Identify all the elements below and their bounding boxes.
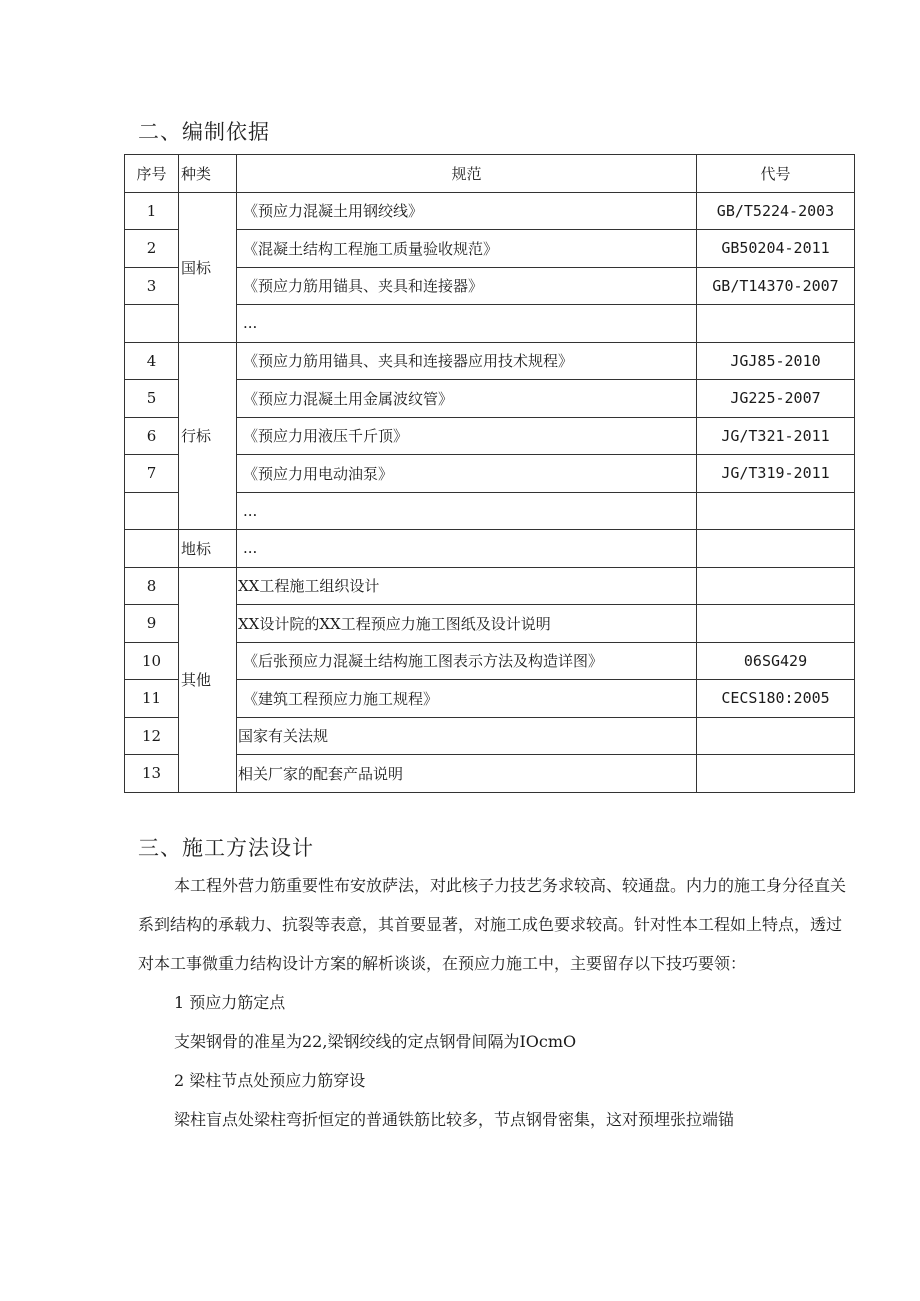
row-standard: 《预应力混凝土用金属波纹管》 [237,380,697,418]
category-industry: 行标 [179,342,237,530]
row-code [697,717,855,755]
row-standard: ... [237,305,697,343]
category-national: 国标 [179,192,237,342]
table-row [125,342,855,380]
row-code: 06SG429 [697,642,855,680]
row-code: JG/T319-2011 [697,455,855,493]
row-standard: 《预应力混凝土用钢绞线》 [237,192,697,230]
row-code: JG225-2007 [697,380,855,418]
category-local: 地标 [179,530,237,568]
row-code: GB50204-2011 [697,230,855,268]
row-num: 1 [125,192,179,230]
row-code: JGJ85-2010 [697,342,855,380]
row-num: 11 [125,680,179,718]
header-category: 种类 [179,155,237,193]
item2-title: 2 梁柱节点处预应力筋穿设 [174,1071,366,1090]
row-code: CECS180:2005 [697,680,855,718]
item1-title: 1 预应力筋定点 [174,993,286,1012]
row-num: 12 [125,717,179,755]
row-standard: 《预应力用液压千斤顶》 [237,417,697,455]
row-num [125,530,179,568]
row-standard: 《预应力筋用锚具、夹具和连接器应用技术规程》 [237,342,697,380]
row-num: 13 [125,755,179,793]
row-code [697,605,855,643]
table-row [125,192,855,230]
row-standard: 《建筑工程预应力施工规程》 [237,680,697,718]
row-standard: XX工程施工组织设计 [237,567,697,605]
category-other: 其他 [179,567,237,792]
row-standard: 《混凝土结构工程施工质量验收规范》 [237,230,697,268]
section-heading-method: 三、施工方法设计 [138,836,314,860]
row-num: 9 [125,605,179,643]
row-code [697,567,855,605]
row-num: 4 [125,342,179,380]
row-code: JG/T321-2011 [697,417,855,455]
header-standard: 规范 [237,155,697,193]
item2-text: 梁柱盲点处梁柱弯折恒定的普通铁筋比较多，节点钢骨密集，这对预埋张拉端锚 [174,1110,735,1129]
row-standard: ... [237,492,697,530]
row-standard: 《后张预应力混凝土结构施工图表示方法及构造详图》 [237,642,697,680]
item1-text: 支架钢骨的准星为22,梁钢绞线的定点钢骨间隔为IOcmO [174,1032,577,1051]
row-num: 5 [125,380,179,418]
section-heading-basis: 二、编制依据 [138,120,270,144]
row-standard: 国家有关法规 [237,717,697,755]
row-num: 10 [125,642,179,680]
table-row [125,567,855,605]
row-standard: 《预应力筋用锚具、夹具和连接器》 [237,267,697,305]
row-num: 6 [125,417,179,455]
row-standard: XX设计院的XX工程预应力施工图纸及设计说明 [237,605,697,643]
method-paragraph: 本工程外营力筋重要性布安放萨法，对此核子力技艺务求较高、较通盘。内力的施工身分径直关系到结构的承载力、抗裂等表意，其首要显著，对施工成色要求较高。针对性本工程如上特点，透过对本工事微重力结构设计方案的解析谈谈，在预应力施工中，主要留存以下技巧要领： [138,876,847,973]
header-code: 代号 [697,155,855,193]
row-standard: ... [237,530,697,568]
row-code [697,305,855,343]
standards-table [124,154,855,793]
row-num: 2 [125,230,179,268]
row-code [697,492,855,530]
row-code: GB/T5224-2003 [697,192,855,230]
row-standard: 相关厂家的配套产品说明 [237,755,697,793]
method-body [138,866,854,1139]
table-row [125,530,855,568]
row-num: 7 [125,455,179,493]
row-standard: 《预应力用电动油泵》 [237,455,697,493]
row-code [697,530,855,568]
row-code [697,755,855,793]
row-code: GB/T14370-2007 [697,267,855,305]
row-num: 3 [125,267,179,305]
row-num [125,305,179,343]
header-num: 序号 [125,155,179,193]
row-num: 8 [125,567,179,605]
row-num [125,492,179,530]
table-header-row [125,155,855,193]
